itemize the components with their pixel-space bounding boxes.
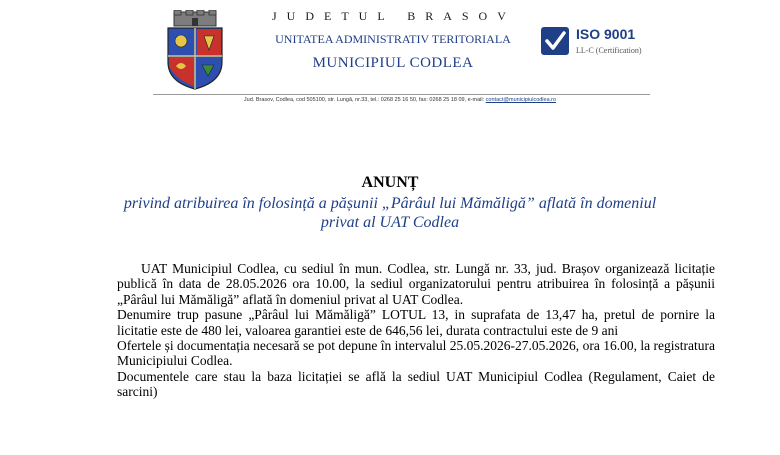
letterhead	[0, 0, 780, 105]
announcement-title: ANUNȚ	[361, 174, 419, 191]
county-name: JUDETUL BRASOV	[272, 9, 516, 23]
announcement-body	[117, 261, 715, 400]
iso-certification-title: ISO 9001	[576, 26, 636, 42]
header-divider	[153, 94, 650, 95]
paragraph-documents: Documentele care stau la baza licitației se află la sediul UAT Municipiul Codlea (Regulament, Caiet de sarcini)	[117, 368, 715, 400]
paragraph-offers: Ofertele și documentația necesară se pot depune în intervalul 25.05.2026-27.05.2026, ora 16.00, la registratura Municipiului Codlea.	[117, 338, 715, 369]
iso-checkmark-icon	[540, 26, 570, 56]
municipality-name: MUNICIPIUL CODLEA	[312, 55, 474, 71]
coat-of-arms-icon	[164, 10, 226, 90]
contact-details: Jud. Brasov, Codlea, cod 505100, str. Lungă, nr.33, tel.: 0268 25 16 50, fax: 0268 25 18 09, e-mail:	[243, 97, 486, 103]
contact-email-link[interactable]: contact@municipiulcodlea.ro	[485, 97, 557, 103]
paragraph-organizer: UAT Municipiul Codlea, cu sediul în mun. Codlea, str. Lungă nr. 33, jud. Brașov organizează licitație publică în data de 28.05.2026 ora 10.00, la sediul organizatorului pentru atribuirea în folosință a pășunii „Pârâul lui Mămăligă” aflată în domeniul privat al UAT Codlea.	[117, 261, 715, 307]
announcement-subtitle: privind atribuirea în folosință a pășunii „Pârâul lui Mămăligă” aflată în domeniul privat al UAT Codlea	[123, 195, 657, 231]
administrative-unit: UNITATEA ADMINISTRATIV TERITORIALA	[275, 32, 511, 46]
iso-certification-subtitle: LL-C (Certification)	[576, 46, 642, 55]
contact-line	[150, 97, 650, 103]
paragraph-lot-details: Denumire trup pasune „Pârâul lui Mămăligă” LOTUL 13, in suprafata de 13,47 ha, pretul de pornire la licitatie este de 480 lei, valoarea garantiei este de 646,56 lei, durata contractului este de 9 ani	[117, 307, 715, 338]
